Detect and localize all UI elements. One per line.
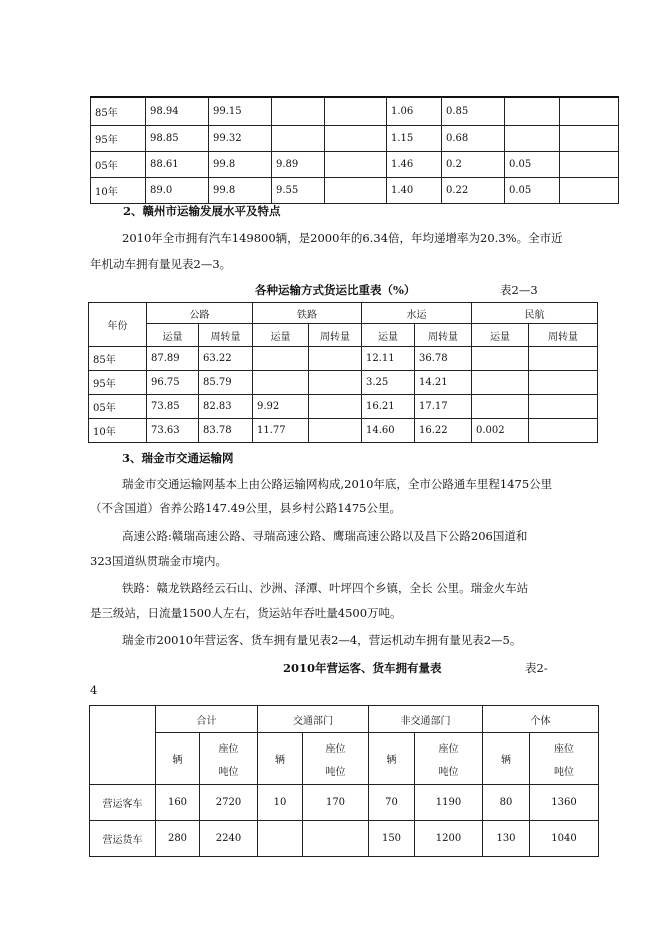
sub-header-seat-ton xyxy=(530,733,599,785)
table-cell: 1200 xyxy=(415,821,483,857)
table-cell: 98.85 xyxy=(146,125,209,151)
sub-header: 周转量 xyxy=(199,324,253,347)
table-cell xyxy=(272,125,325,151)
table-cell: 1360 xyxy=(530,785,599,821)
table-cell: 96.75 xyxy=(147,371,199,395)
table-cell: 2240 xyxy=(200,821,258,857)
table-cell: 82.83 xyxy=(199,395,253,419)
table-row xyxy=(90,821,599,857)
table-cell: 9.89 xyxy=(272,151,325,177)
table-cell: 280 xyxy=(156,821,200,857)
table-cell: 16.22 xyxy=(415,419,472,443)
table-row xyxy=(90,785,599,821)
sub-header: 周转量 xyxy=(415,324,472,347)
table-cell: 160 xyxy=(156,785,200,821)
table-cell xyxy=(258,821,303,857)
row-year: 95年 xyxy=(91,125,146,151)
section-2-heading: 2、赣州市运输发展水平及特点 xyxy=(123,204,281,218)
sub-header-ton: 吨位 xyxy=(554,766,574,778)
sub-header-seat-ton xyxy=(200,733,258,785)
table-cell: 12.11 xyxy=(362,347,415,371)
table-cell: 36.78 xyxy=(415,347,472,371)
table-2-3-number: 表2—3 xyxy=(500,283,538,297)
table-cell: 1.06 xyxy=(387,97,442,125)
table-cell xyxy=(472,395,529,419)
table-cell xyxy=(325,177,387,203)
table-cell xyxy=(325,125,387,151)
sub-header-seat-ton xyxy=(415,733,483,785)
table-row xyxy=(89,347,598,371)
table-cell: 73.85 xyxy=(147,395,199,419)
sub-header: 运量 xyxy=(253,324,309,347)
table-cell: 1190 xyxy=(415,785,483,821)
table-cell xyxy=(309,419,362,443)
table-cell: 98.94 xyxy=(146,97,209,125)
table-cell: 11.77 xyxy=(253,419,309,443)
table-row xyxy=(91,151,619,177)
row-year: 05年 xyxy=(91,151,146,177)
section-3-p3-line-1: 铁路：赣龙铁路经云石山、沙洲、泽潭、叶坪四个乡镇，全长 公里。瑞金火车站 xyxy=(122,581,529,595)
sub-header-seat: 座位 xyxy=(325,743,346,755)
table-cell xyxy=(325,151,387,177)
corner-cell xyxy=(90,706,156,785)
table-row xyxy=(91,97,619,125)
table-cell xyxy=(309,395,362,419)
table-cell: 89.0 xyxy=(146,177,209,203)
table-cell: 99.8 xyxy=(209,177,272,203)
table-cell: 2720 xyxy=(200,785,258,821)
table-cell xyxy=(560,97,619,125)
table-2-4-number-a: 表2- xyxy=(525,661,548,675)
sub-header: 周转量 xyxy=(529,324,598,347)
group-header-total: 合计 xyxy=(156,706,258,733)
table-cell: 85.79 xyxy=(199,371,253,395)
table-cell xyxy=(529,395,598,419)
row-label: 营运货车 xyxy=(90,821,156,857)
section-3-p2-line-1: 高速公路:赣瑞高速公路、寻瑞高速公路、鹰瑞高速公路以及昌下公路206国道和 xyxy=(122,529,528,543)
table-cell: 16.21 xyxy=(362,395,415,419)
table-row xyxy=(89,395,598,419)
table-cell: 0.68 xyxy=(442,125,505,151)
row-year: 10年 xyxy=(89,419,147,443)
section-2-paragraph-line-2: 年机动车拥有量见表2—3。 xyxy=(90,257,232,271)
table-cell xyxy=(325,97,387,125)
row-label: 营运客车 xyxy=(90,785,156,821)
sub-header: 运量 xyxy=(362,324,415,347)
table-cell xyxy=(560,151,619,177)
table-2-4-number-b: 4 xyxy=(90,683,98,697)
sub-header-count: 辆 xyxy=(483,733,530,785)
table-row xyxy=(89,371,598,395)
table-2-3 xyxy=(88,302,598,443)
table-cell: 80 xyxy=(483,785,530,821)
table-cell xyxy=(309,347,362,371)
sub-header-seat: 座位 xyxy=(554,743,574,755)
group-header-waterway: 水运 xyxy=(362,303,472,324)
section-3-p4: 瑞金市20010年营运客、货车拥有量见表2—4，营运机动车拥有量见表2—5。 xyxy=(122,633,522,647)
table-cell: 99.8 xyxy=(209,151,272,177)
table-cell: 1.46 xyxy=(387,151,442,177)
sub-header-count: 辆 xyxy=(369,733,415,785)
table-cell: 130 xyxy=(483,821,530,857)
sub-header-count: 辆 xyxy=(258,733,303,785)
table-cell xyxy=(472,371,529,395)
table-cell: 73.63 xyxy=(147,419,199,443)
row-year: 85年 xyxy=(89,347,147,371)
year-column-header: 年份 xyxy=(89,303,147,347)
row-year: 95年 xyxy=(89,371,147,395)
sub-header: 运量 xyxy=(472,324,529,347)
table-cell: 170 xyxy=(303,785,369,821)
table-cell: 1.15 xyxy=(387,125,442,151)
table-cell: 0.05 xyxy=(505,151,560,177)
table-cell: 10 xyxy=(258,785,303,821)
table-cell: 14.60 xyxy=(362,419,415,443)
group-header-transport-dept: 交通部门 xyxy=(258,706,369,733)
section-3-p2-line-2: 323国道纵贯瑞金市境内。 xyxy=(90,554,227,568)
table-row xyxy=(89,419,598,443)
group-header-aviation: 民航 xyxy=(472,303,598,324)
table-cell xyxy=(529,419,598,443)
sub-header-seat: 座位 xyxy=(218,743,239,755)
table-cell: 0.05 xyxy=(505,177,560,203)
table-top-continuation xyxy=(90,96,619,204)
section-2-paragraph-line-1: 2010年全市拥有汽车149800辆，是2000年的6.34倍，年均递增率为20.3%。全市近 xyxy=(122,231,563,245)
table-cell: 99.32 xyxy=(209,125,272,151)
table-cell: 9.55 xyxy=(272,177,325,203)
table-cell: 1040 xyxy=(530,821,599,857)
row-year: 85年 xyxy=(91,97,146,125)
section-3-p1-line-2: （不含国道）省养公路147.49公里，县乡村公路1475公里。 xyxy=(90,501,402,515)
table-cell: 0.2 xyxy=(442,151,505,177)
row-year: 05年 xyxy=(89,395,147,419)
section-3-p1-line-1: 瑞金市交通运输网基本上由公路运输网构成,2010年底，全市公路通车里程1475公里 xyxy=(122,477,553,491)
table-cell: 1.40 xyxy=(387,177,442,203)
table-2-4 xyxy=(89,705,599,857)
group-header-individual: 个体 xyxy=(483,706,599,733)
sub-header-ton: 吨位 xyxy=(438,766,459,778)
sub-header-count: 辆 xyxy=(156,733,200,785)
table-cell xyxy=(253,371,309,395)
section-3-heading: 3、瑞金市交通运输网 xyxy=(122,451,234,465)
group-header-non-transport-dept: 非交通部门 xyxy=(369,706,483,733)
table-cell: 17.17 xyxy=(415,395,472,419)
section-3-p3-line-2: 是三级站，日流量1500人左右，货运站年吞吐量4500万吨。 xyxy=(90,606,402,620)
table-cell xyxy=(472,347,529,371)
table-cell: 0.85 xyxy=(442,97,505,125)
sub-header-seat-ton xyxy=(303,733,369,785)
table-cell: 63.22 xyxy=(199,347,253,371)
sub-header-seat: 座位 xyxy=(438,743,459,755)
group-header-highway: 公路 xyxy=(147,303,253,324)
table-cell: 88.61 xyxy=(146,151,209,177)
table-cell: 70 xyxy=(369,785,415,821)
sub-header: 周转量 xyxy=(309,324,362,347)
table-cell xyxy=(309,371,362,395)
table-cell xyxy=(529,371,598,395)
table-cell: 0.22 xyxy=(442,177,505,203)
table-cell: 9.92 xyxy=(253,395,309,419)
table-cell xyxy=(505,125,560,151)
table-cell: 150 xyxy=(369,821,415,857)
sub-header: 运量 xyxy=(147,324,199,347)
table-cell: 83.78 xyxy=(199,419,253,443)
group-header-railway: 铁路 xyxy=(253,303,362,324)
table-cell xyxy=(529,347,598,371)
table-cell: 87.89 xyxy=(147,347,199,371)
table-cell: 0.002 xyxy=(472,419,529,443)
table-row xyxy=(91,177,619,203)
sub-header-ton: 吨位 xyxy=(218,766,239,778)
table-2-4-title: 2010年营运客、货车拥有量表 xyxy=(283,661,442,675)
table-cell: 3.25 xyxy=(362,371,415,395)
table-cell xyxy=(253,347,309,371)
row-year: 10年 xyxy=(91,177,146,203)
table-cell xyxy=(303,821,369,857)
table-cell: 99.15 xyxy=(209,97,272,125)
table-cell xyxy=(505,97,560,125)
table-2-3-title: 各种运输方式货运比重表（%） xyxy=(255,283,416,297)
table-cell xyxy=(560,125,619,151)
table-cell: 14.21 xyxy=(415,371,472,395)
table-cell xyxy=(272,97,325,125)
sub-header-ton: 吨位 xyxy=(325,766,346,778)
table-row xyxy=(91,125,619,151)
table-cell xyxy=(560,177,619,203)
